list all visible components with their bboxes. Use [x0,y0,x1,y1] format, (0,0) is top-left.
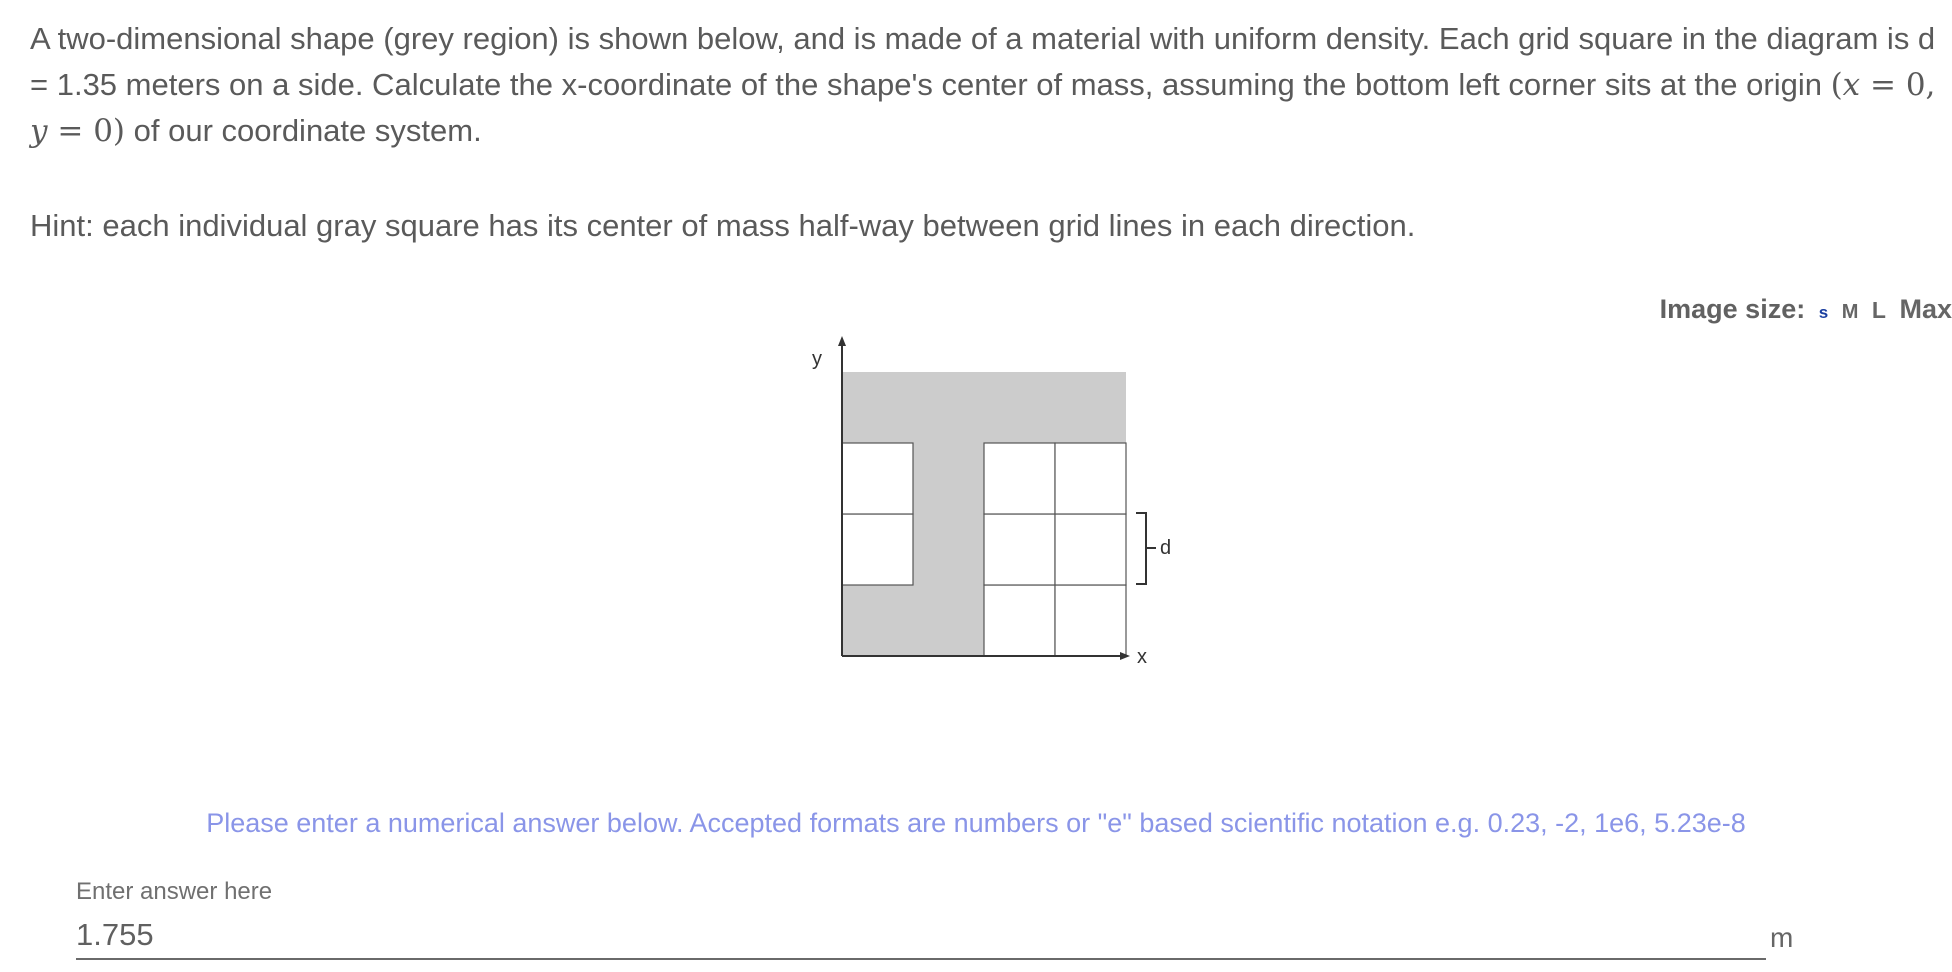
empty-cell [842,514,913,585]
shaded-cell [913,514,984,585]
answer-instructions: Please enter a numerical answer below. Accepted formats are numbers or "e" based scientific notation e.g. 0.23, -2, 1e6, 5.23e-8 [206,808,1746,838]
hint-text: Hint: each individual gray square has its center of mass half-way between grid lines in each direction. [30,208,1416,243]
empty-cell [984,514,1055,585]
image-size-label: Image size: [1659,294,1806,324]
shaded-cell [913,585,984,656]
answer-unit: m [1770,922,1794,953]
image-size-max-button[interactable]: Max [1899,294,1952,324]
shape-figure [790,320,1210,680]
y-axis-label: y [812,348,822,370]
image-size-m-button[interactable]: M [1841,301,1859,323]
answer-input[interactable] [76,912,1766,960]
scale-label: d [1160,537,1172,559]
question-text [30,16,1945,154]
shaded-cell [984,372,1055,443]
empty-cell [1055,514,1126,585]
shaded-cell [913,443,984,514]
x-axis-label: x [1137,646,1147,668]
answer-label: Enter answer here [76,878,273,905]
empty-cell [984,585,1055,656]
shape-diagram [790,320,1210,680]
empty-cell [984,443,1055,514]
shaded-cell [842,585,913,656]
question-part1: A two-dimensional shape (grey region) is shown below, and is made of a material with uniform density. Each grid square in the diagram is d = 1.35 meters on a side. Calculate the x-coordinate of the shape's center of mass, assuming the bottom left corner sits at the origin [30,21,1936,102]
empty-cell [1055,443,1126,514]
shaded-cell [913,372,984,443]
empty-cell [842,443,913,514]
shaded-cell [842,372,913,443]
image-size-l-button[interactable]: L [1871,297,1886,323]
question-part2: of our coordinate system. [125,113,482,148]
scale-bracket-icon [1136,513,1156,584]
y-axis-arrow-icon [838,336,846,346]
image-size-s-button[interactable]: s [1818,303,1829,322]
origin-math: (x = 0, y = 0) [30,67,1936,149]
image-size-control [1660,294,1952,325]
empty-cell [1055,585,1126,656]
shaded-cell [1055,372,1126,443]
